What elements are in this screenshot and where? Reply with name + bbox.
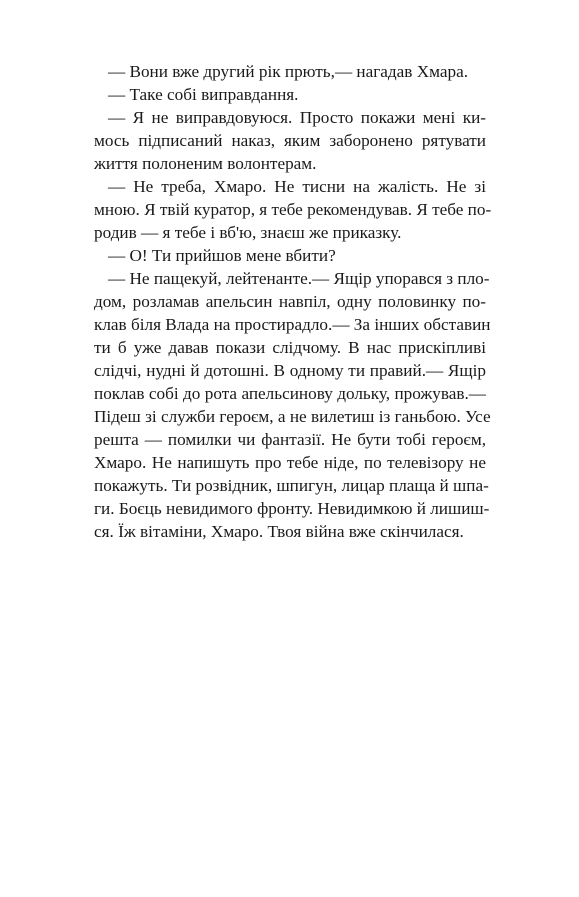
text-line: мось підписаний наказ, яким заборонено рятувати bbox=[94, 131, 486, 150]
text-line: життя полоненим волонтерам. bbox=[94, 154, 317, 173]
text-line: решта — помилки чи фантазії. Не бути тобі героєм, bbox=[94, 430, 486, 449]
text-line: — Вони вже другий рік прють,— нагадав Хмара. bbox=[108, 62, 469, 81]
text-line: покажуть. Ти розвідник, шпигун, лицар плаща й шпа- bbox=[94, 476, 489, 495]
text-line: Підеш зі служби героєм, а не вилетиш із ганьбою. Усе bbox=[94, 407, 491, 426]
text-line: — Таке собі виправдання. bbox=[108, 85, 299, 104]
text-line: родив — я тебе і вб'ю, знаєш же приказку. bbox=[94, 223, 402, 242]
text-line: клав біля Влада на простирадло.— За інших обставин bbox=[94, 315, 491, 334]
book-page-text bbox=[94, 60, 492, 543]
text-line: мною. Я твій куратор, я тебе рекомендував. Я тебе по- bbox=[94, 200, 492, 219]
text-line: Хмаро. Не напишуть про тебе ніде, по телевізору не bbox=[94, 453, 486, 472]
text-line: поклав собі до рота апельсинову дольку, прожував.— bbox=[94, 384, 486, 403]
text-line: ти б уже давав покази слідчому. В нас прискіпливі bbox=[94, 338, 486, 357]
text-line: — Я не виправдовуюся. Просто покажи мені ки- bbox=[108, 108, 486, 127]
text-line: ся. Їж вітаміни, Хмаро. Твоя війна вже скінчилася. bbox=[94, 522, 464, 541]
text-line: дом, розламав апельсин навпіл, одну половинку по- bbox=[94, 292, 486, 311]
text-line: ги. Боєць невидимого фронту. Невидимкою й лишиш- bbox=[94, 499, 490, 518]
text-line: — Не пащекуй, лейтенанте.— Ящір упорався з пло- bbox=[108, 269, 490, 288]
text-line: — Не треба, Хмаро. Не тисни на жалість. Не зі bbox=[108, 177, 486, 196]
text-line: слідчі, нудні й дотошні. В одному ти правий.— Ящір bbox=[94, 361, 486, 380]
text-line: — О! Ти прийшов мене вбити? bbox=[108, 246, 336, 265]
